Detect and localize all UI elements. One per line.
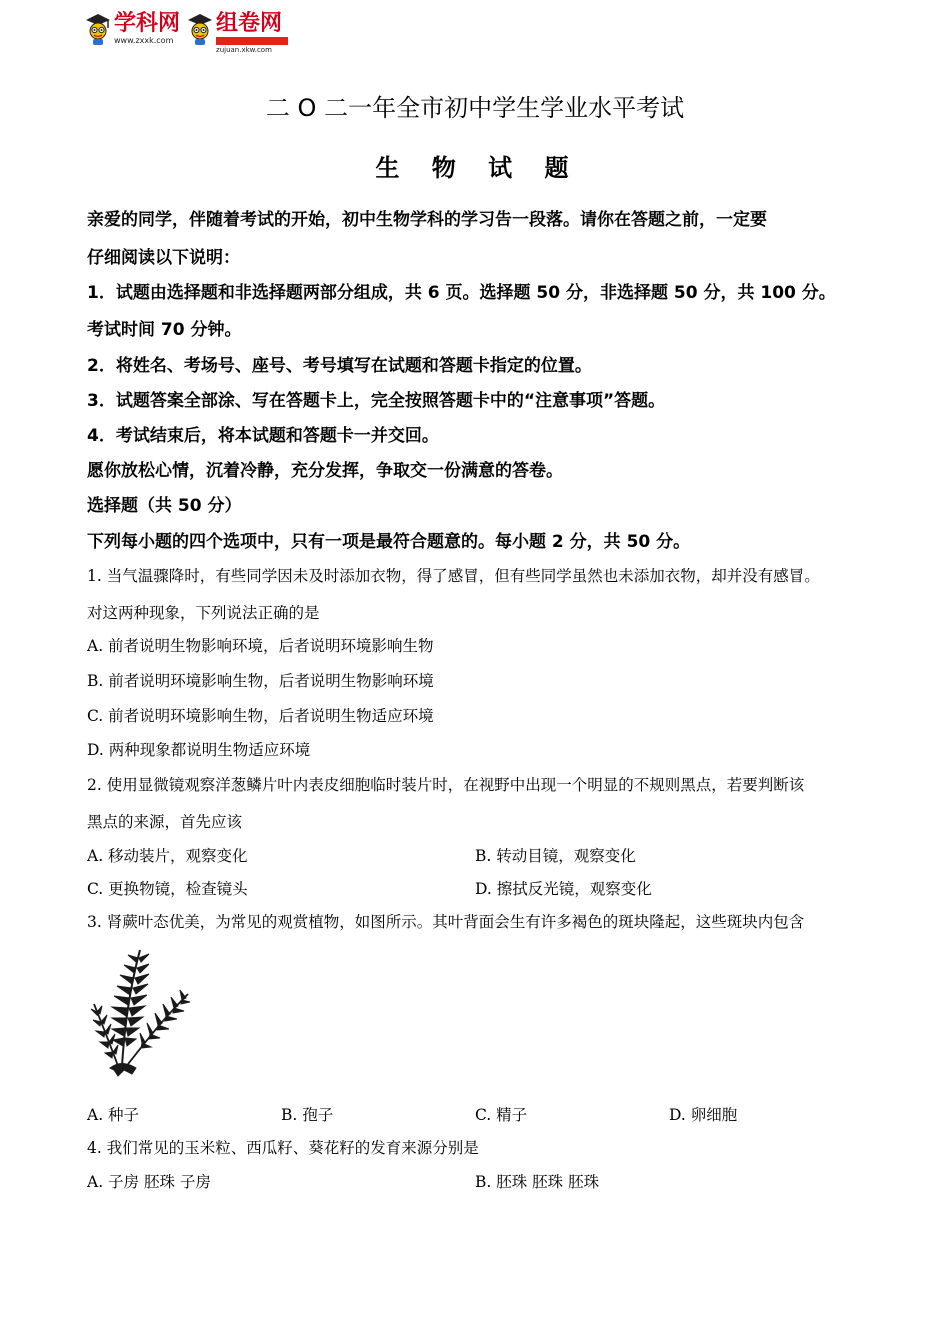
question-2-option-c: C. 更换物镜，检查镜头	[87, 880, 248, 898]
question-1-stem-cont: 对这两种现象，下列说法正确的是	[87, 604, 320, 622]
header-logos	[84, 12, 294, 56]
intro-line: 仔细阅读以下说明：	[87, 248, 240, 268]
question-4-option-a: A. 子房 胚珠 子房	[87, 1173, 211, 1191]
exam-title: 二 O 二一年全市初中学生学业水平考试	[265, 94, 685, 122]
zxxk-logo	[84, 12, 180, 46]
question-1-option-c: C. 前者说明环境影响生物，后者说明生物适应环境	[87, 707, 434, 725]
fern-illustration	[88, 944, 194, 1080]
question-3-option-a: A. 种子	[87, 1106, 140, 1124]
zujuan-logo	[186, 12, 288, 55]
question-1-option-a: A. 前者说明生物影响环境，后者说明环境影响生物	[87, 637, 434, 655]
instruction-item-3: 3．试题答案全部涂、写在答题卡上，完全按照答题卡中的“注意事项”答题。	[87, 391, 666, 411]
section-desc: 下列每小题的四个选项中，只有一项是最符合题意的。每小题 2 分，共 50 分。	[87, 532, 691, 552]
instruction-item-1-cont: 考试时间 70 分钟。	[87, 320, 242, 340]
instruction-item-1: 1．试题由选择题和非选择题两部分组成，共 6 页。选择题 50 分，非选择题 50 分，共 100 分。	[87, 283, 836, 303]
zxxk-logo-name: 学科网	[114, 11, 181, 36]
question-3-option-d: D. 卵细胞	[669, 1106, 738, 1124]
instruction-item-4: 4．考试结束后，将本试题和答题卡一并交回。	[87, 426, 439, 446]
question-4-stem: 4. 我们常见的玉米粒、西瓜籽、葵花籽的发育来源分别是	[87, 1139, 479, 1157]
zujuan-logo-tag	[216, 37, 288, 45]
question-3-option-b: B. 孢子	[281, 1106, 334, 1124]
question-1-stem: 1. 当气温骤降时，有些同学因未及时添加衣物，得了感冒，但有些同学虽然也未添加衣物，却并没有感冒。	[87, 567, 820, 585]
mascot-icon	[84, 12, 112, 46]
mascot-icon	[186, 12, 214, 46]
question-2-option-b: B. 转动目镜，观察变化	[475, 847, 636, 865]
section-title: 选择题（共 50 分）	[87, 496, 242, 516]
question-2-option-d: D. 擦拭反光镜，观察变化	[475, 880, 652, 898]
instruction-item-2: 2．将姓名、考场号、座号、考号填写在试题和答题卡指定的位置。	[87, 356, 592, 376]
question-1-option-d: D. 两种现象都说明生物适应环境	[87, 741, 311, 759]
zujuan-logo-url: zujuan.xkw.com	[216, 46, 272, 54]
question-3-stem: 3. 肾蕨叶态优美，为常见的观赏植物，如图所示。其叶背面会生有许多褐色的斑块隆起，这些斑块内包含	[87, 913, 805, 931]
question-2-option-a: A. 移动装片，观察变化	[87, 847, 248, 865]
question-4-option-b: B. 胚珠 胚珠 胚珠	[475, 1173, 600, 1191]
zujuan-logo-name: 组卷网	[216, 11, 283, 36]
wish-line: 愿你放松心情，沉着冷静，充分发挥，争取交一份满意的答卷。	[87, 461, 563, 481]
question-2-stem-cont: 黑点的来源，首先应该	[87, 813, 243, 831]
question-1-option-b: B. 前者说明环境影响生物，后者说明生物影响环境	[87, 672, 434, 690]
exam-subtitle: 生 物 试 题	[375, 154, 581, 182]
intro-line: 亲爱的同学，伴随着考试的开始，初中生物学科的学习告一段落。请你在答题之前，一定要	[87, 210, 767, 230]
question-3-option-c: C. 精子	[475, 1106, 528, 1124]
zxxk-logo-url: www.zxxk.com	[114, 36, 174, 45]
question-2-stem: 2. 使用显微镜观察洋葱鳞片叶内表皮细胞临时装片时，在视野中出现一个明显的不规则黑点，若要判断该	[87, 776, 805, 794]
